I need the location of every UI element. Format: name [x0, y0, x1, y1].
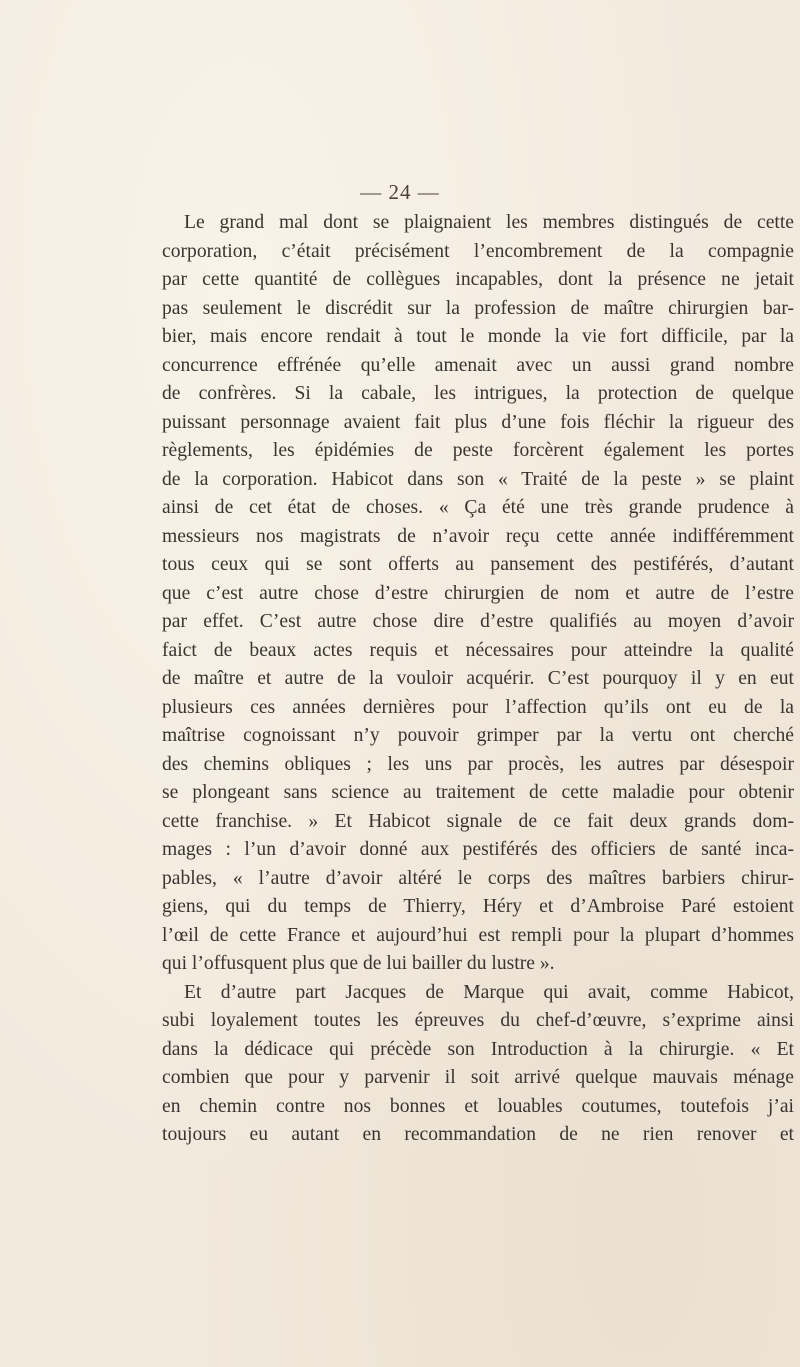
body-text — [162, 209, 794, 1150]
text-line: plusieurs ces années dernières pour l’affection qu’ils ont eu de la — [162, 696, 794, 718]
text-line: qui l’offusquent plus que de lui bailler du lustre ». — [162, 953, 555, 974]
page-number: — 24 — — [360, 180, 440, 204]
text-line: toujours eu autant en recommandation de ne rien renover et — [162, 1124, 794, 1145]
text-line: de confrères. Si la cabale, les intrigues, la protection de quelque — [162, 383, 794, 404]
text-line: tous ceux qui se sont offerts au pansement des pestiférés, d’autant — [162, 554, 794, 575]
text-line: par cette quantité de collègues incapables, dont la présence ne jetait — [162, 269, 794, 290]
text-line: puissant personnage avaient fait plus d’une fois fléchir la rigueur des — [162, 411, 794, 433]
text-line: l’œil de cette France et aujourd’hui est rempli pour la plupart d’hommes — [162, 924, 794, 946]
text-line: que c’est autre chose d’estre chirurgien de nom et autre de l’estre — [162, 582, 794, 604]
text-line: combien que pour y parvenir il soit arrivé quelque mauvais ménage — [162, 1067, 794, 1088]
text-line: giens, qui du temps de Thierry, Héry et d’Ambroise Paré estoient — [162, 896, 794, 917]
text-line: en chemin contre nos bonnes et louables coutumes, toutefois j’ai — [162, 1095, 794, 1117]
text-line: faict de beaux actes requis et nécessaires pour atteindre la qualité — [162, 639, 794, 661]
text-line: par effet. C’est autre chose dire d’estre qualifiés au moyen d’avoir — [162, 611, 794, 632]
text-line: des chemins obliques ; les uns par procès, les autres par désespoir — [162, 753, 794, 775]
text-line: concurrence effrénée qu’elle amenait avec un aussi grand nombre — [162, 354, 794, 376]
text-line: pables, « l’autre d’avoir altéré le corps des maîtres barbiers chirur- — [162, 867, 794, 889]
text-line: cette franchise. » Et Habicot signale de ce fait deux grands dom- — [162, 810, 794, 832]
text-line: de la corporation. Habicot dans son « Traité de la peste » se plaint — [162, 468, 794, 490]
text-line: se plongeant sans science au traitement de cette maladie pour obtenir — [162, 782, 794, 803]
text-line: de maître et autre de la vouloir acquérir. C’est pourquoy il y en eut — [162, 668, 794, 689]
text-line: règlements, les épidémies de peste forcèrent également les portes — [162, 440, 794, 461]
text-line: dans la dédicace qui précède son Introduction à la chirurgie. « Et — [162, 1038, 794, 1060]
text-line: Le grand mal dont se plaignaient les membres distingués de cette — [184, 212, 794, 233]
text-line: pas seulement le discrédit sur la profession de maître chirurgien bar- — [162, 297, 794, 319]
text-line: maîtrise cognoissant n’y pouvoir grimper par la vertu ont cherché — [162, 725, 794, 746]
text-line: bier, mais encore rendait à tout le monde la vie fort difficile, par la — [162, 326, 794, 347]
text-line: corporation, c’était précisément l’encombrement de la compagnie — [162, 240, 794, 262]
text-line: mages : l’un d’avoir donné aux pestiférés des officiers de santé inca- — [162, 839, 794, 860]
text-line: ainsi de cet état de choses. « Ça été une très grande prudence à — [162, 497, 794, 518]
text-line: subi loyalement toutes les épreuves du chef-d’œuvre, s’exprime ainsi — [162, 1010, 794, 1031]
text-line: Et d’autre part Jacques de Marque qui avait, comme Habicot, — [184, 981, 794, 1003]
text-line: messieurs nos magistrats de n’avoir reçu cette année indifféremment — [162, 525, 794, 547]
